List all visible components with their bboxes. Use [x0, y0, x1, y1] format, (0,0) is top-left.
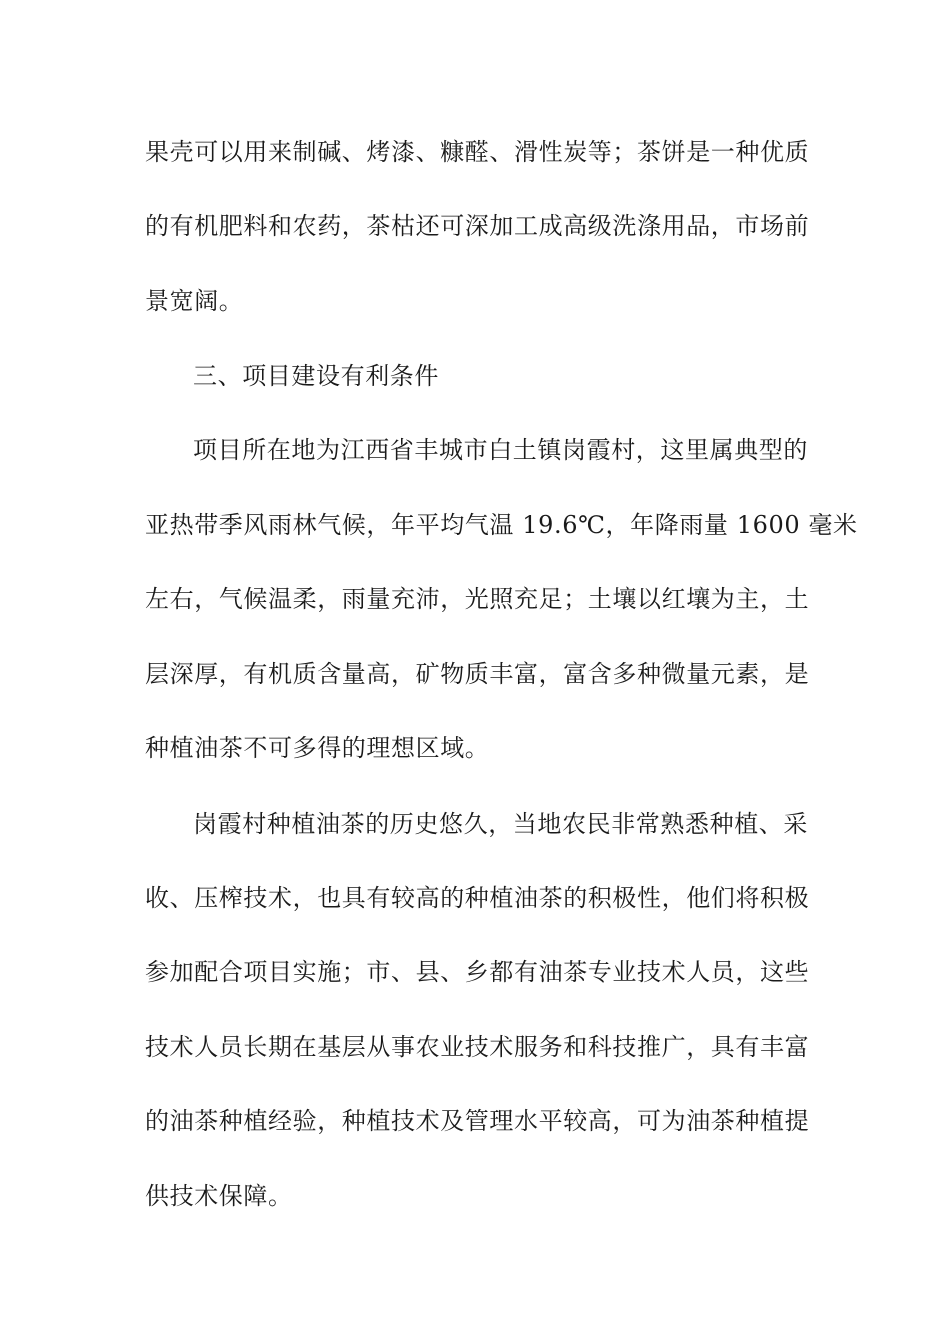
text-line: 供技术保障。: [145, 1182, 293, 1210]
text-line: 技术人员长期在基层从事农业技术服务和科技推广，具有丰富: [145, 1033, 810, 1061]
text-line: 收、压榨技术，也具有较高的种植油茶的积极性，他们将积极: [145, 884, 810, 912]
text-line: 的油茶种植经验，种植技术及管理水平较高，可为油茶种植提: [145, 1107, 810, 1135]
text-line: 岗霞村种植油茶的历史悠久，当地农民非常熟悉种植、采: [193, 810, 808, 838]
text-line: 项目所在地为江西省丰城市白土镇岗霞村，这里属典型的: [193, 436, 808, 464]
text-line: 层深厚，有机质含量高，矿物质丰富，富含多种微量元素，是: [145, 660, 810, 688]
text-line: 景宽阔。: [145, 287, 244, 315]
text-line: 种植油茶不可多得的理想区域。: [145, 734, 490, 762]
text-line: 左右，气候温柔，雨量充沛，光照充足；土壤以红壤为主，土: [145, 585, 810, 613]
text-line: 亚热带季风雨林气候，年平均气温 19.6℃，年降雨量 1600 毫米: [145, 511, 858, 539]
text-line: 参加配合项目实施；市、县、乡都有油茶专业技术人员，这些: [145, 958, 810, 986]
text-line: 果壳可以用来制碱、烤漆、糠醛、滑性炭等；茶饼是一种优质: [145, 138, 810, 166]
section-heading: 三、项目建设有利条件: [193, 362, 439, 390]
text-line: 的有机肥料和农药，茶枯还可深加工成高级洗涤用品，市场前: [145, 212, 810, 240]
